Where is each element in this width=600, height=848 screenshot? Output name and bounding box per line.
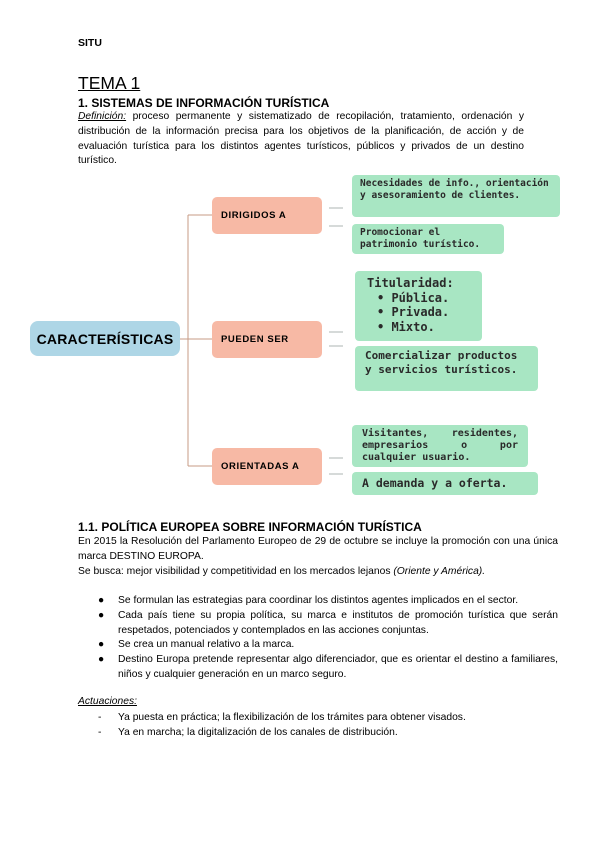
leaf-comercializar: Comercializar productos y servicios turísticos. [355,346,538,391]
list-item: ● Cada país tiene su propia política, su marca e institutos de promoción turística que serán respetados, potenciados y contemplados en las acciones conjuntas. [98,609,558,636]
actions-label: Actuaciones: [78,696,137,707]
list-item: ● Se crea un manual relativo a la marca. [78,638,558,653]
bullet-icon: ● [98,654,105,666]
list-item: - Ya puesta en práctica; la flexibilización de los trámites para obtener visados. [98,712,466,723]
section-heading: 1. SISTEMAS DE INFORMACIÓN TURÍSTICA [78,96,330,110]
intro-paragraph: En 2015 la Resolución del Parlamento Europeo de 29 de octubre se incluye la promoción con una única marca DESTINO EUROPA. [78,536,558,562]
branch-orientadas: ORIENTADAS A [212,448,322,485]
subsection-heading: 1.1. POLÍTICA EUROPEA SOBRE INFORMACIÓN TURÍSTICA [78,520,422,534]
definition-text: proceso permanente y sistematizado de recopilación, tratamiento, ordenación y distribución de la información precisa para los objetivos de la planificación, de acción y de evaluación turística para los distintos agentes turísticos, públicos y privados de un destino turístico. [78,111,524,167]
document-header: SITU [78,37,102,49]
bullet-icon: ● [98,609,105,621]
actions-list [78,710,466,740]
list-item: - Ya en marcha; la digitalización de los canales de distribución. [98,727,398,738]
titularidad-item: • Pública. [377,290,450,305]
leaf-visitantes: Visitantes, residentes, empresarios o por cualquier usuario. [352,425,528,467]
list-item: ● Destino Europa pretende representar algo diferenciador, que es orientar el destino a familiares, niños y cualquier generación en un marco seguro. [98,654,558,680]
goal-text: Se busca: mejor visibilidad y competitividad en los mercados lejanos [78,566,394,577]
bullet-icon: ● [98,639,105,651]
page-title: TEMA 1 [78,73,141,93]
list-item: ● Se formulan las estrategias para coordinar los distintos agentes implicados en el sector. [78,594,558,609]
titularidad-item: • Mixto. [377,319,435,334]
leaf-titularidad [355,271,482,341]
goal-paragraph [78,565,558,580]
policy-bullet-list [78,594,558,683]
titularidad-title: Titularidad: [367,276,454,290]
dash-marker: - [98,712,102,723]
leaf-promocionar: Promocionar el patrimonio turístico. [352,224,504,254]
dash-marker: - [98,727,102,738]
leaf-demanda: A demanda y a oferta. [352,472,538,495]
goal-regions: (Oriente y América). [393,566,486,577]
mindmap-root: CARACTERÍSTICAS [30,321,180,356]
bullet-icon: ● [98,595,105,606]
definition-label: Definición: [78,111,127,122]
branch-pueden-ser: PUEDEN SER [212,321,322,358]
titularidad-item: • Privada. [377,305,450,319]
branch-dirigidos: DIRIGIDOS A [212,197,322,234]
leaf-necesidades: Necesidades de info., orientación y asesoramiento de clientes. [352,175,560,217]
